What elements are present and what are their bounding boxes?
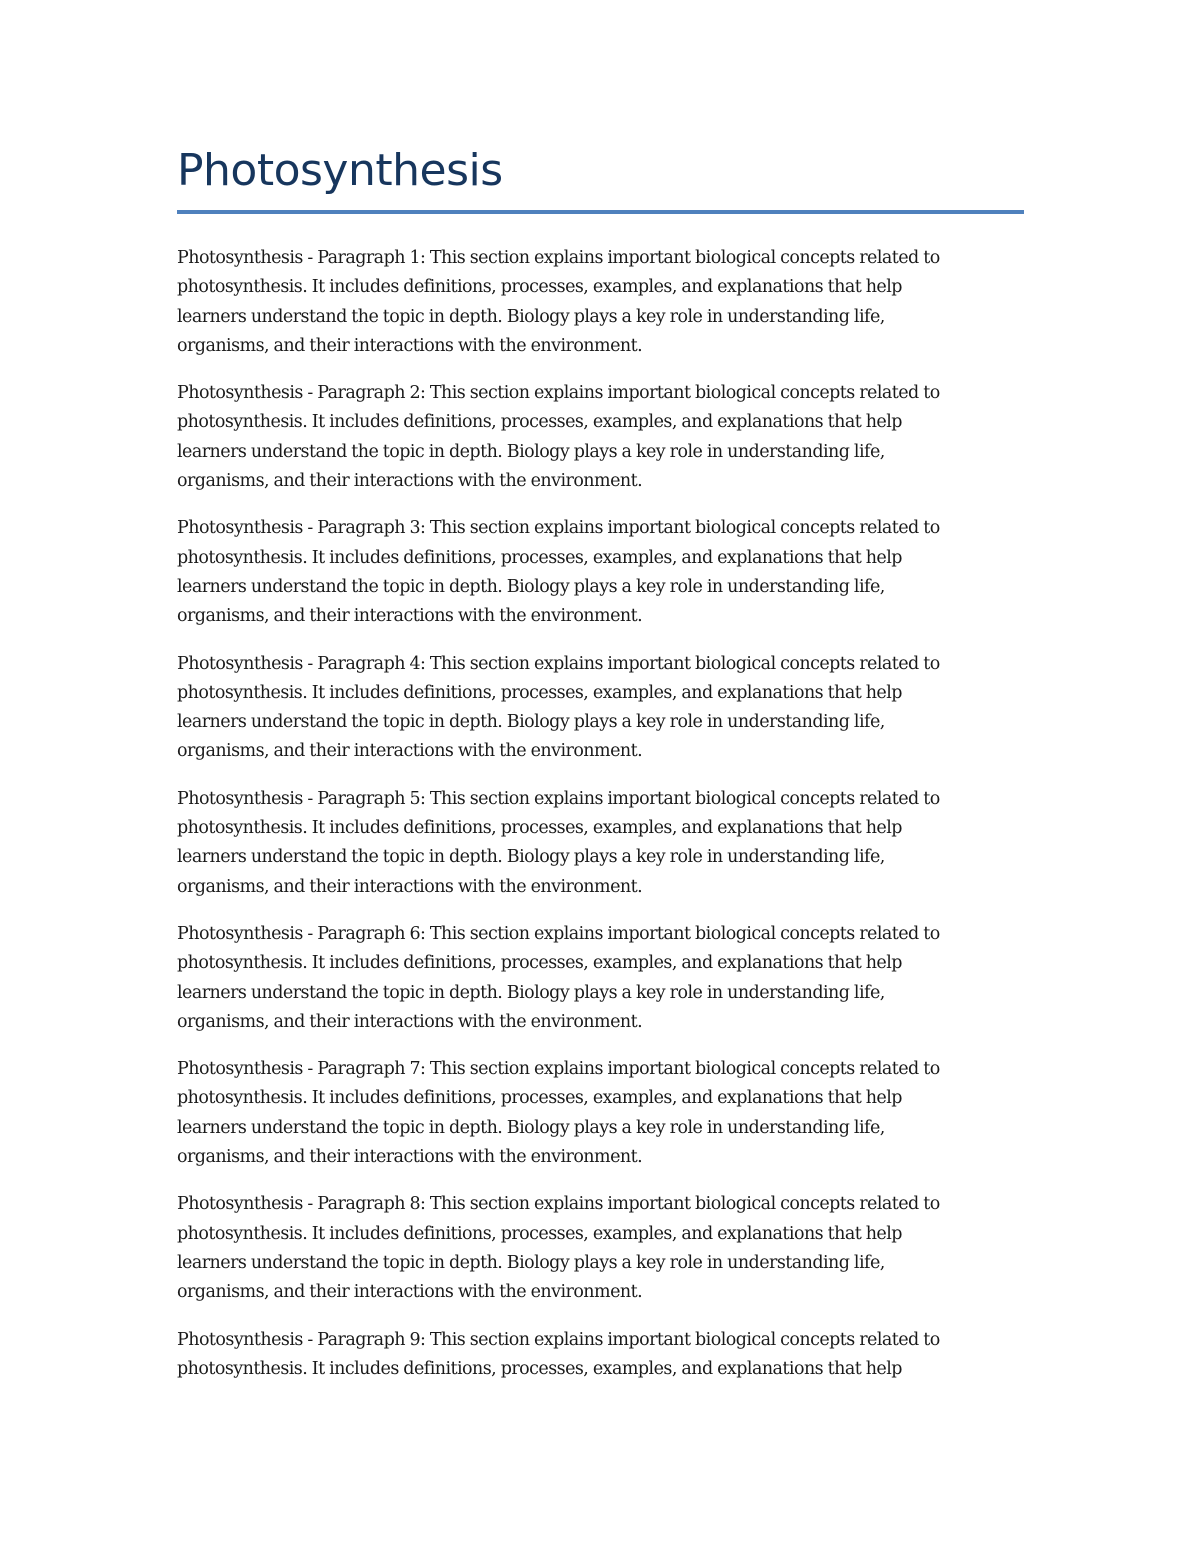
paragraph-line: organisms, and their interactions with the environment. (177, 1147, 643, 1168)
paragraph-line: photosynthesis. It includes definitions, processes, examples, and explanations that help (177, 682, 902, 703)
paragraph-line: learners understand the topic in depth. Biology plays a key role in understanding life, (177, 306, 885, 327)
paragraph-line: Photosynthesis - Paragraph 2: This section explains important biological concepts related to (177, 383, 940, 404)
paragraph-line: photosynthesis. It includes definitions, processes, examples, and explanations that help (177, 412, 902, 433)
paragraph-line: learners understand the topic in depth. Biology plays a key role in understanding life, (177, 1252, 885, 1273)
paragraph (177, 514, 1024, 631)
paragraph-line: photosynthesis. It includes definitions, processes, examples, and explanations that help (177, 953, 902, 974)
paragraph-line: Photosynthesis - Paragraph 8: This section explains important biological concepts related to (177, 1194, 940, 1215)
paragraph (177, 650, 1024, 767)
paragraph-line: photosynthesis. It includes definitions, processes, examples, and explanations that help (177, 277, 902, 298)
paragraph-line: Photosynthesis - Paragraph 1: This section explains important biological concepts related to (177, 248, 940, 268)
paragraph-line: photosynthesis. It includes definitions, processes, examples, and explanations that help (177, 1088, 902, 1109)
paragraph-line: learners understand the topic in depth. Biology plays a key role in understanding life, (177, 982, 885, 1003)
paragraph (177, 785, 1024, 902)
paragraph-line: photosynthesis. It includes definitions, processes, examples, and explanations that help (177, 1358, 902, 1379)
paragraph-line: organisms, and their interactions with the environment. (177, 1282, 643, 1303)
paragraph-line: photosynthesis. It includes definitions, processes, examples, and explanations that help (177, 818, 902, 839)
paragraph-line: learners understand the topic in depth. Biology plays a key role in understanding life, (177, 441, 885, 462)
paragraph-line: photosynthesis. It includes definitions, processes, examples, and explanations that help (177, 1223, 902, 1244)
title-underline (177, 210, 1024, 214)
paragraph-line: Photosynthesis - Paragraph 6: This section explains important biological concepts related to (177, 923, 940, 944)
paragraph (177, 920, 1024, 1037)
paragraph-line: organisms, and their interactions with the environment. (177, 741, 643, 762)
paragraph (177, 1326, 1024, 1385)
page-title: Photosynthesis (177, 145, 503, 196)
paragraph-line: learners understand the topic in depth. Biology plays a key role in understanding life, (177, 712, 885, 733)
paragraph-line: Photosynthesis - Paragraph 3: This section explains important biological concepts related to (177, 518, 940, 539)
paragraph (177, 1055, 1024, 1172)
paragraph-line: Photosynthesis - Paragraph 4: This section explains important biological concepts related to (177, 653, 940, 674)
paragraph (177, 244, 1024, 361)
paragraph-line: organisms, and their interactions with the environment. (177, 876, 643, 897)
paragraph-line: organisms, and their interactions with the environment. (177, 1011, 643, 1032)
paragraph-line: learners understand the topic in depth. Biology plays a key role in understanding life, (177, 847, 885, 868)
paragraph (177, 379, 1024, 496)
document-body (177, 140, 1024, 1402)
paragraph-line: organisms, and their interactions with the environment. (177, 335, 643, 356)
paragraph-line: organisms, and their interactions with the environment. (177, 471, 643, 492)
paragraph-line: photosynthesis. It includes definitions, processes, examples, and explanations that help (177, 547, 902, 568)
paragraph-line: Photosynthesis - Paragraph 7: This section explains important biological concepts related to (177, 1059, 940, 1080)
paragraph-line: learners understand the topic in depth. Biology plays a key role in understanding life, (177, 576, 885, 597)
paragraph-line: Photosynthesis - Paragraph 9: This section explains important biological concepts related to (177, 1329, 940, 1350)
paragraph (177, 1190, 1024, 1307)
paragraph-line: learners understand the topic in depth. Biology plays a key role in understanding life, (177, 1117, 885, 1138)
paragraph-line: Photosynthesis - Paragraph 5: This section explains important biological concepts related to (177, 788, 940, 809)
paragraph-line: organisms, and their interactions with the environment. (177, 606, 643, 627)
